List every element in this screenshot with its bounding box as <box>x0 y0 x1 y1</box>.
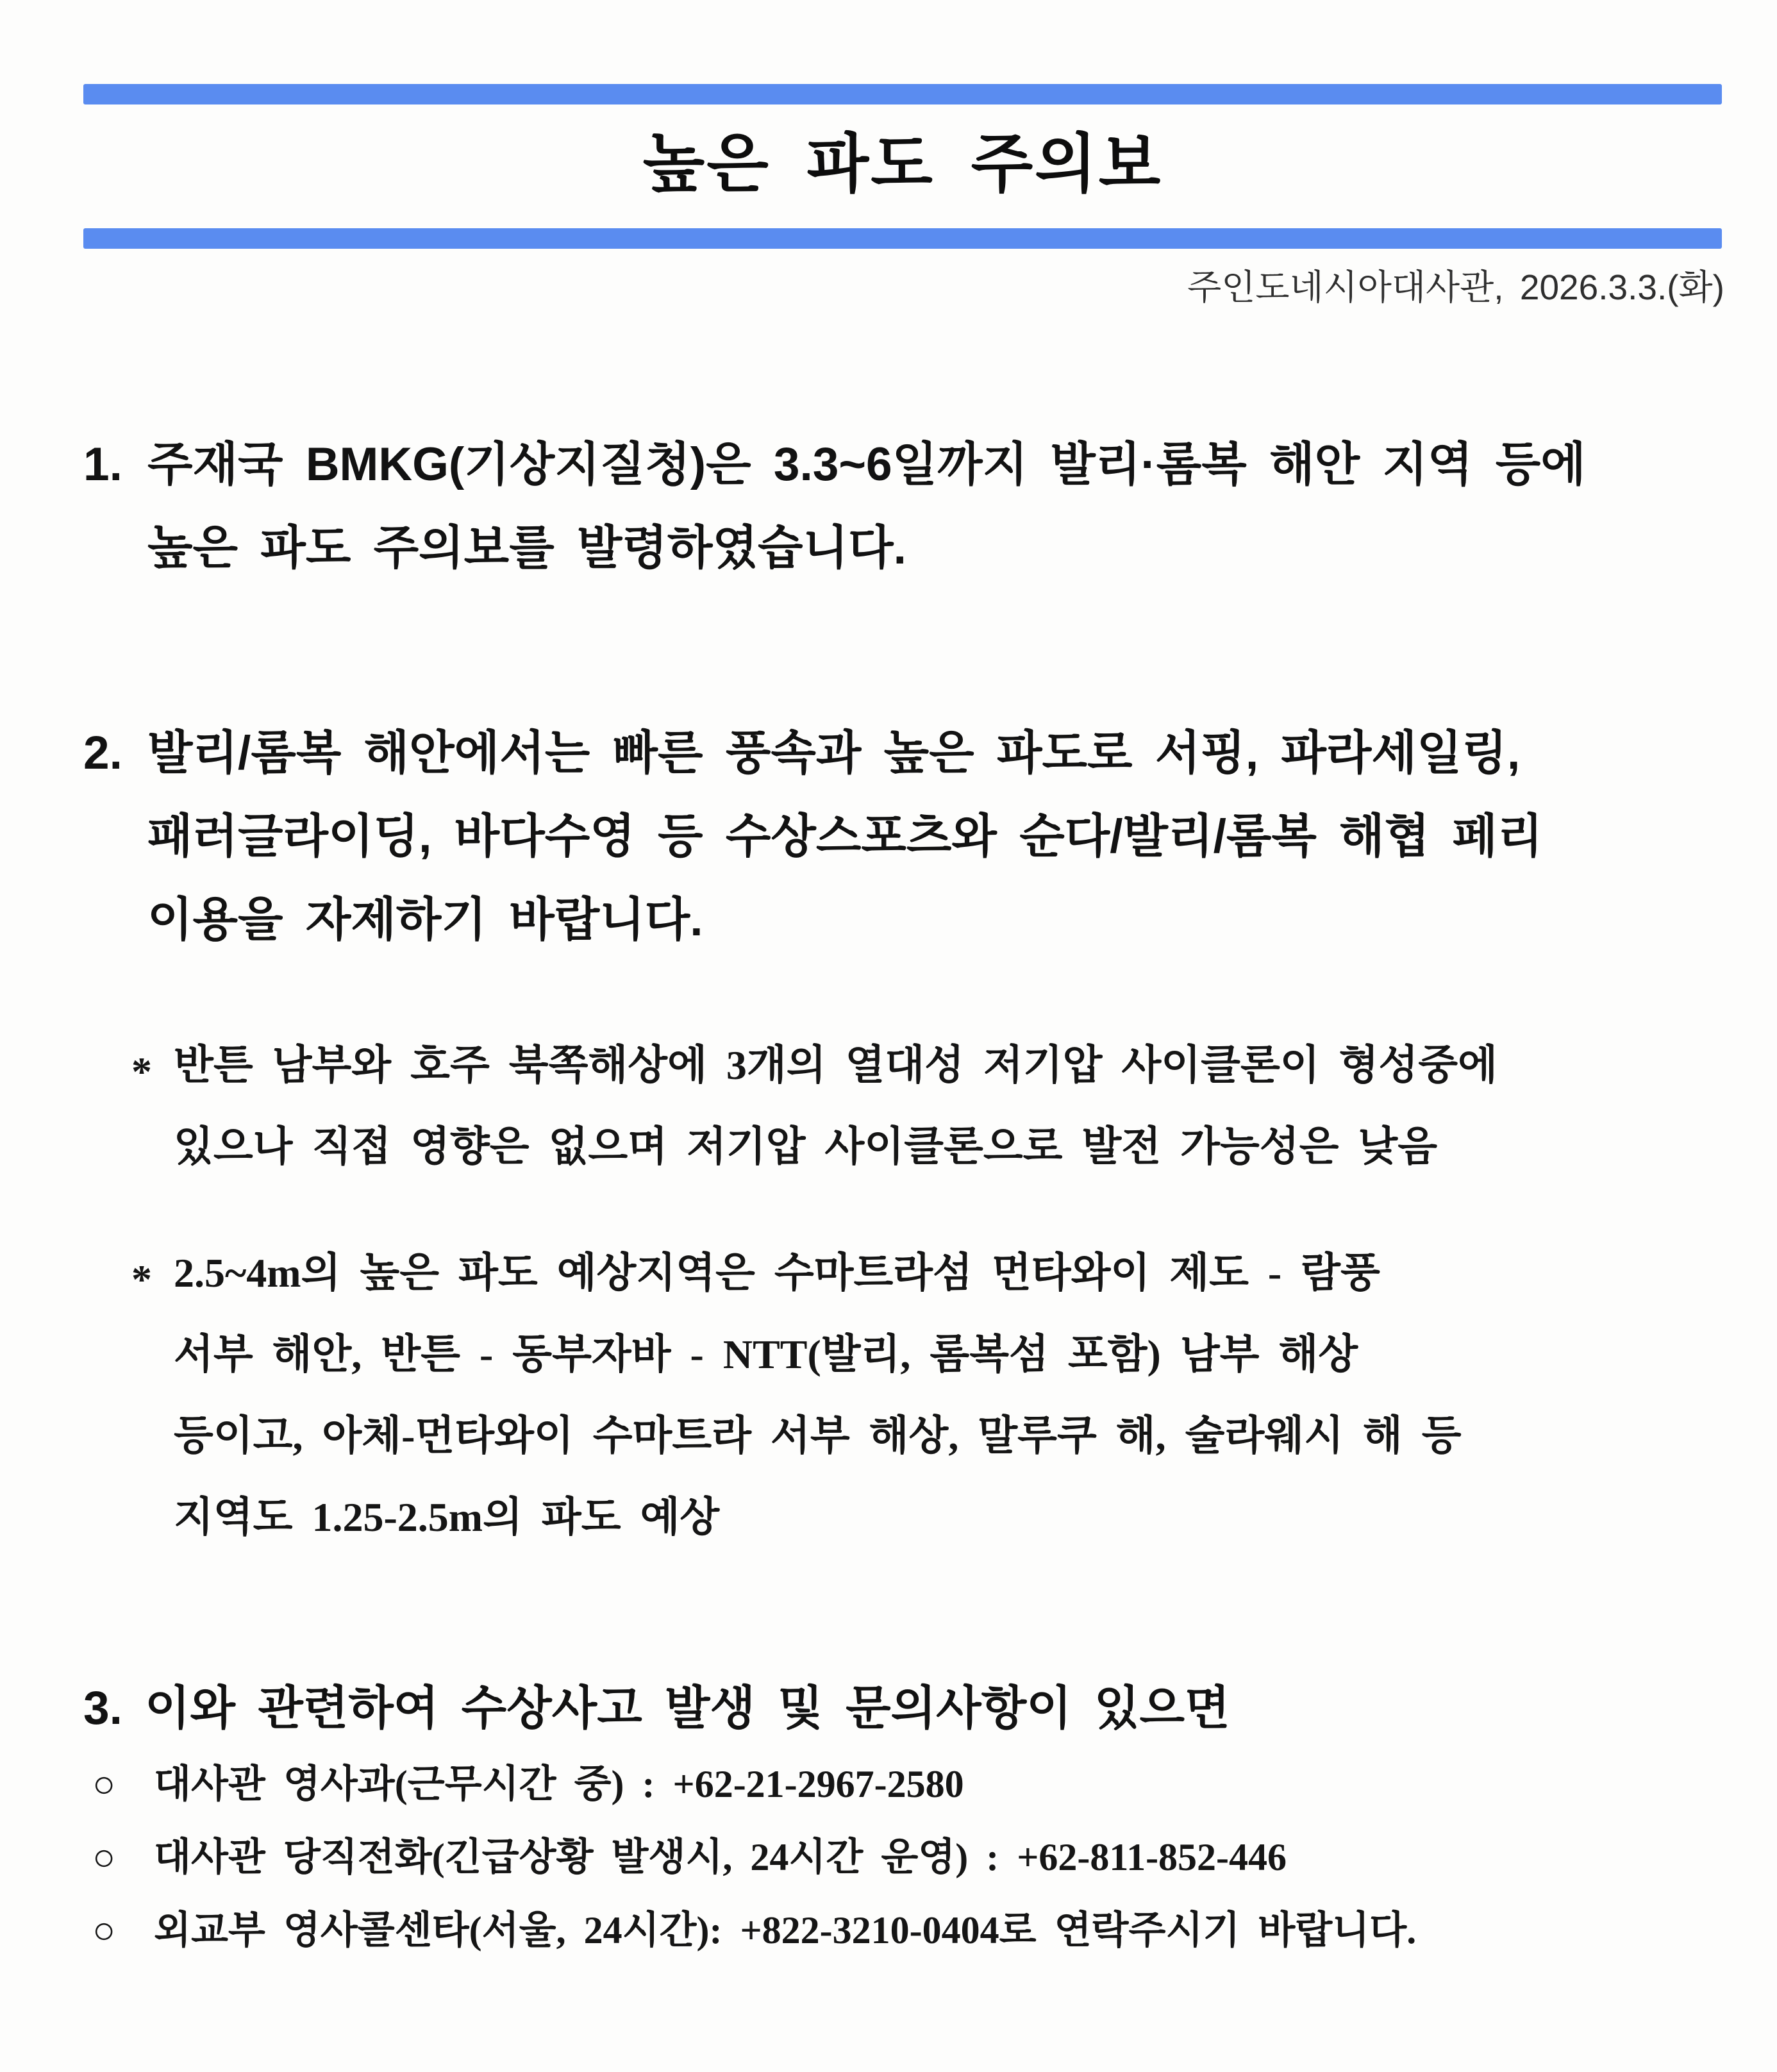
top-divider-bar <box>83 84 1722 104</box>
paragraph-2-number: 2. <box>83 727 122 779</box>
paragraph-1-line-2 <box>83 506 1586 590</box>
asterisk-note-2-line-1 <box>131 1232 1462 1314</box>
paragraph-2-line-3 <box>83 878 1543 962</box>
paragraph-2-text: 이용을 자제하기 바랍니다. <box>147 894 703 946</box>
bottom-divider-bar <box>83 228 1722 249</box>
contact-item-duty-phone <box>90 1821 1416 1894</box>
contact-item-call-center <box>90 1894 1416 1967</box>
asterisk-note-2-text: 등이고, 아체-먼타와이 수마트라 서부 해상, 말루쿠 해, 술라웨시 해 등 <box>174 1413 1462 1458</box>
paragraph-2-line-1 <box>83 712 1543 795</box>
circle-bullet-icon: ○ <box>92 1836 116 1878</box>
contact-list <box>90 1748 1416 1967</box>
paragraph-1-number: 1. <box>83 439 122 490</box>
asterisk-note-2 <box>131 1232 1462 1558</box>
contact-text: 대사관 당직전화(긴급상황 발생시, 24시간 운영) : +62-811-852-446 <box>154 1836 1287 1878</box>
asterisk-note-2-text: 2.5~4m의 높은 파도 예상지역은 수마트라섬 먼타와이 제도 - 람풍 <box>174 1250 1380 1296</box>
circle-bullet-icon: ○ <box>92 1763 116 1805</box>
asterisk-note-2-text: 지역도 1.25-2.5m의 파도 예상 <box>174 1494 720 1540</box>
contact-text: 외교부 영사콜센타(서울, 24시간): +822-3210-0404로 연락주시기 바랍니다. <box>154 1909 1417 1951</box>
asterisk-note-1-line-2 <box>131 1106 1498 1187</box>
asterisk-note-2-line-3 <box>131 1395 1462 1476</box>
paragraph-1-text: 높은 파도 주의보를 발령하였습니다. <box>147 522 906 574</box>
asterisk-note-2-line-2 <box>131 1314 1462 1395</box>
circle-bullet-icon: ○ <box>92 1909 116 1951</box>
contact-text: 대사관 영사과(근무시간 중) : +62-21-2967-2580 <box>154 1763 964 1805</box>
paragraph-1 <box>83 423 1586 590</box>
paragraph-2-line-2 <box>83 795 1543 878</box>
paragraph-2 <box>83 712 1543 962</box>
paragraph-1-line-1 <box>83 423 1586 506</box>
asterisk-note-1-text: 반튼 남부와 호주 북쪽해상에 3개의 열대성 저기압 사이클론이 형성중에 <box>174 1042 1498 1088</box>
byline: 주인도네시아대사관, 2026.3.3.(화) <box>1187 267 1724 307</box>
paragraph-1-text: 주재국 BMKG(기상지질청)은 3.3~6일까지 발리·롬복 해안 지역 등에 <box>147 439 1586 490</box>
asterisk-note-2-line-4 <box>131 1476 1462 1558</box>
asterisk-note-1-line-1 <box>131 1024 1498 1106</box>
paragraph-3-number: 3. <box>83 1682 122 1734</box>
contact-item-consular-section <box>90 1748 1416 1821</box>
paragraph-3-heading <box>83 1667 1230 1750</box>
paragraph-2-text: 패러글라이딩, 바다수영 등 수상스포츠와 순다/발리/롬복 해협 페리 <box>147 810 1543 862</box>
page-title: 높은 파도 주의보 <box>642 128 1163 200</box>
asterisk-note-1 <box>131 1024 1498 1187</box>
asterisk-note-2-text: 서부 해안, 반튼 - 동부자바 - NTT(발리, 롬복섬 포함) 남부 해상 <box>174 1332 1358 1377</box>
asterisk-marker: * <box>131 1257 152 1302</box>
asterisk-marker: * <box>131 1049 152 1094</box>
asterisk-note-1-text: 있으나 직접 영향은 없으며 저기압 사이클론으로 발전 가능성은 낮음 <box>174 1124 1438 1169</box>
paragraph-2-text: 발리/롬복 해안에서는 빠른 풍속과 높은 파도로 서핑, 파라세일링, <box>147 727 1521 779</box>
paragraph-3-heading-text: 이와 관련하여 수상사고 발생 및 문의사항이 있으면 <box>145 1682 1230 1734</box>
paragraph-3-heading-line <box>83 1667 1230 1750</box>
